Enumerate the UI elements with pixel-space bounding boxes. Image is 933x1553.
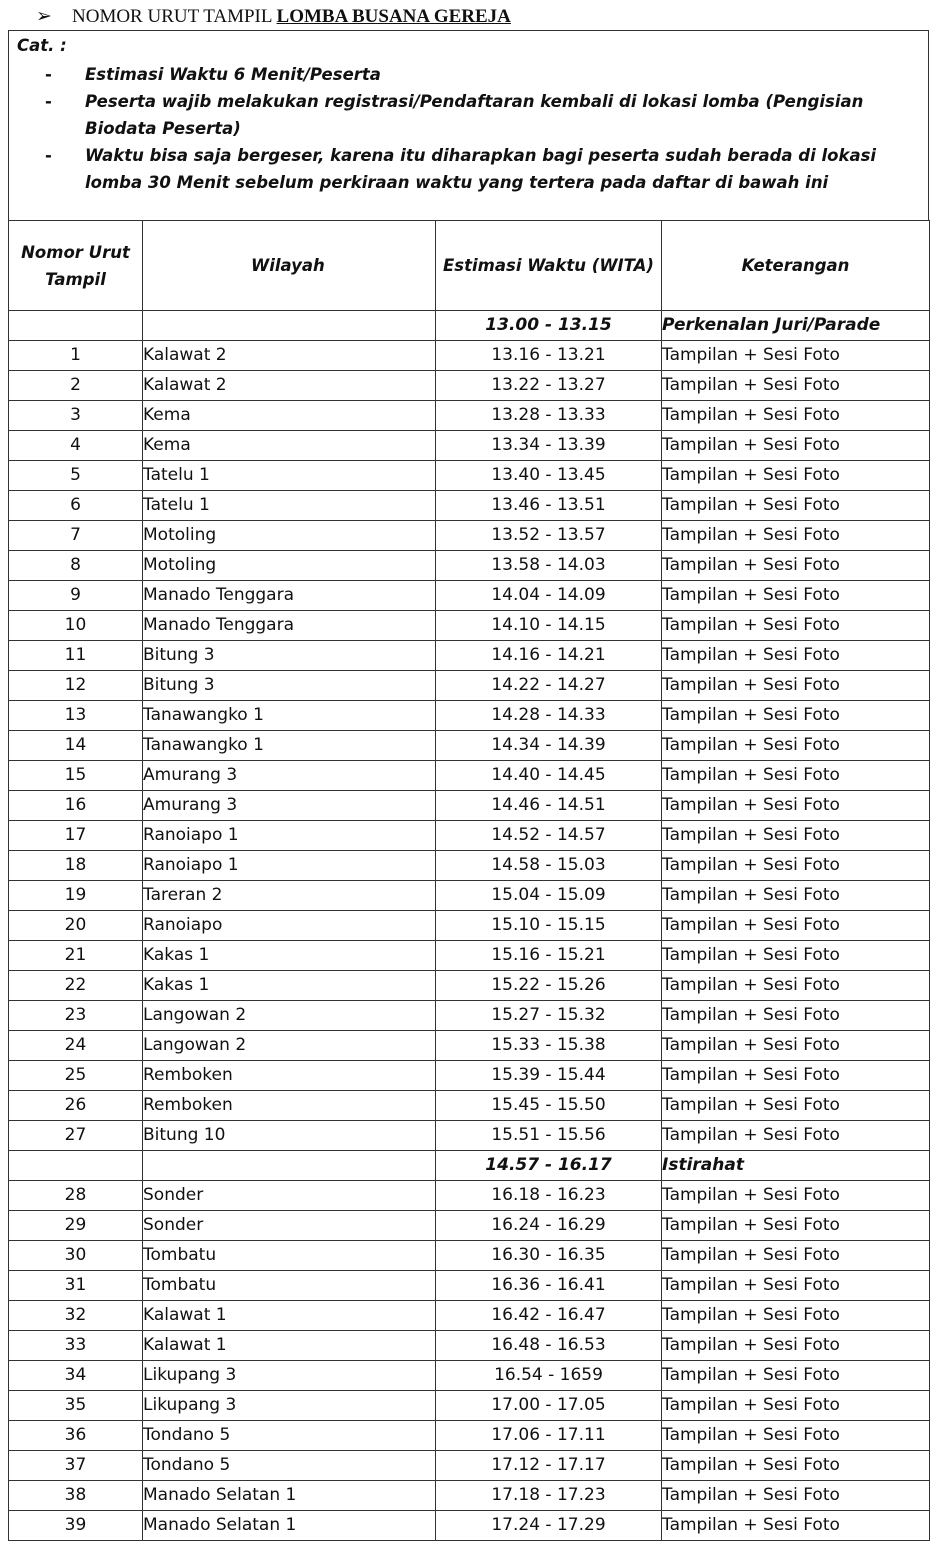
table-row xyxy=(9,821,930,851)
table-row xyxy=(9,461,930,491)
cell-keterangan: Tampilan + Sesi Foto xyxy=(662,581,930,611)
table-row xyxy=(9,551,930,581)
cell-wilayah: Bitung 3 xyxy=(143,671,436,701)
cell-nomor: 33 xyxy=(9,1331,143,1361)
cell-wilayah: Langowan 2 xyxy=(143,1031,436,1061)
cell-nomor: 18 xyxy=(9,851,143,881)
cell-wilayah: Tondano 5 xyxy=(143,1451,436,1481)
cell-wilayah: Kalawat 1 xyxy=(143,1301,436,1331)
cell-wilayah: Tanawangko 1 xyxy=(143,731,436,761)
note-text: Peserta wajib melakukan registrasi/Pendaftaran kembali di lokasi lomba (Pengisian Biodata Peserta) xyxy=(85,92,864,138)
cell-wilayah: Tanawangko 1 xyxy=(143,701,436,731)
schedule-table xyxy=(8,220,930,1541)
cell-waktu: 16.36 - 16.41 xyxy=(436,1271,662,1301)
cell-waktu: 15.39 - 15.44 xyxy=(436,1061,662,1091)
table-row xyxy=(9,1001,930,1031)
cell-wilayah: Kema xyxy=(143,401,436,431)
table-row xyxy=(9,371,930,401)
cell-waktu: 13.00 - 13.15 xyxy=(436,311,662,341)
cell-wilayah: Kalawat 2 xyxy=(143,371,436,401)
cell-nomor: 30 xyxy=(9,1241,143,1271)
cell-keterangan: Tampilan + Sesi Foto xyxy=(662,1181,930,1211)
dash-bullet: - xyxy=(45,146,52,165)
cell-nomor: 14 xyxy=(9,731,143,761)
cell-wilayah xyxy=(143,311,436,341)
cell-keterangan: Tampilan + Sesi Foto xyxy=(662,551,930,581)
cell-keterangan: Tampilan + Sesi Foto xyxy=(662,881,930,911)
table-row xyxy=(9,431,930,461)
cell-nomor: 31 xyxy=(9,1271,143,1301)
cell-keterangan: Tampilan + Sesi Foto xyxy=(662,851,930,881)
cell-waktu: 15.10 - 15.15 xyxy=(436,911,662,941)
table-row xyxy=(9,971,930,1001)
cell-nomor: 21 xyxy=(9,941,143,971)
cell-waktu: 15.33 - 15.38 xyxy=(436,1031,662,1061)
cell-waktu: 16.42 - 16.47 xyxy=(436,1301,662,1331)
table-row xyxy=(9,911,930,941)
table-row xyxy=(9,1241,930,1271)
cell-wilayah: Tareran 2 xyxy=(143,881,436,911)
table-row xyxy=(9,671,930,701)
cell-wilayah: Tatelu 1 xyxy=(143,461,436,491)
cell-nomor: 10 xyxy=(9,611,143,641)
cell-waktu: 13.52 - 13.57 xyxy=(436,521,662,551)
cell-waktu: 15.16 - 15.21 xyxy=(436,941,662,971)
cell-wilayah: Sonder xyxy=(143,1211,436,1241)
cell-keterangan: Tampilan + Sesi Foto xyxy=(662,431,930,461)
cell-nomor: 2 xyxy=(9,371,143,401)
cell-wilayah: Manado Tenggara xyxy=(143,581,436,611)
cell-waktu: 14.04 - 14.09 xyxy=(436,581,662,611)
cell-keterangan: Perkenalan Juri/Parade xyxy=(662,311,930,341)
table-row xyxy=(9,1451,930,1481)
cell-keterangan: Tampilan + Sesi Foto xyxy=(662,941,930,971)
cell-nomor: 3 xyxy=(9,401,143,431)
cell-waktu: 15.27 - 15.32 xyxy=(436,1001,662,1031)
table-row xyxy=(9,1121,930,1151)
dash-bullet: - xyxy=(45,92,52,111)
cell-keterangan: Tampilan + Sesi Foto xyxy=(662,521,930,551)
cell-nomor: 35 xyxy=(9,1391,143,1421)
cell-keterangan: Tampilan + Sesi Foto xyxy=(662,461,930,491)
cell-keterangan: Tampilan + Sesi Foto xyxy=(662,611,930,641)
cell-waktu: 14.16 - 14.21 xyxy=(436,641,662,671)
cell-keterangan: Tampilan + Sesi Foto xyxy=(662,341,930,371)
cell-wilayah: Ranoiapo xyxy=(143,911,436,941)
cell-keterangan: Tampilan + Sesi Foto xyxy=(662,1421,930,1451)
cell-waktu: 16.48 - 16.53 xyxy=(436,1331,662,1361)
cell-wilayah: Kakas 1 xyxy=(143,941,436,971)
cell-nomor: 13 xyxy=(9,701,143,731)
cell-keterangan: Tampilan + Sesi Foto xyxy=(662,401,930,431)
cell-nomor: 12 xyxy=(9,671,143,701)
table-row xyxy=(9,341,930,371)
table-row xyxy=(9,491,930,521)
cell-keterangan: Tampilan + Sesi Foto xyxy=(662,491,930,521)
cell-keterangan: Tampilan + Sesi Foto xyxy=(662,641,930,671)
cell-keterangan: Tampilan + Sesi Foto xyxy=(662,821,930,851)
cell-nomor: 26 xyxy=(9,1091,143,1121)
cell-wilayah: Manado Selatan 1 xyxy=(143,1481,436,1511)
cell-nomor: 20 xyxy=(9,911,143,941)
cell-waktu: 14.28 - 14.33 xyxy=(436,701,662,731)
note-text: Waktu bisa saja bergeser, karena itu diharapkan bagi peserta sudah berada di lokasi lomba 30 Menit sebelum perkiraan waktu yang tertera pada daftar di bawah ini xyxy=(85,146,877,192)
cell-nomor: 28 xyxy=(9,1181,143,1211)
cell-nomor: 5 xyxy=(9,461,143,491)
table-row xyxy=(9,1481,930,1511)
cell-waktu: 16.54 - 1659 xyxy=(436,1361,662,1391)
cell-wilayah: Amurang 3 xyxy=(143,791,436,821)
table-row xyxy=(9,1031,930,1061)
cell-nomor: 6 xyxy=(9,491,143,521)
cell-wilayah: Tondano 5 xyxy=(143,1421,436,1451)
cell-waktu: 13.16 - 13.21 xyxy=(436,341,662,371)
title-prefix: NOMOR URUT TAMPIL xyxy=(72,6,277,27)
page-title xyxy=(36,4,511,30)
table-body xyxy=(9,311,930,1541)
cell-keterangan: Tampilan + Sesi Foto xyxy=(662,1391,930,1421)
table-row xyxy=(9,731,930,761)
table-row xyxy=(9,881,930,911)
cell-waktu: 14.22 - 14.27 xyxy=(436,671,662,701)
cell-wilayah: Tombatu xyxy=(143,1271,436,1301)
table-row xyxy=(9,1061,930,1091)
cell-wilayah: Kema xyxy=(143,431,436,461)
dash-bullet: - xyxy=(45,65,52,84)
cell-waktu: 15.45 - 15.50 xyxy=(436,1091,662,1121)
table-row xyxy=(9,1211,930,1241)
cell-wilayah xyxy=(143,1151,436,1181)
cell-keterangan: Tampilan + Sesi Foto xyxy=(662,1271,930,1301)
cell-keterangan: Tampilan + Sesi Foto xyxy=(662,791,930,821)
cell-wilayah: Sonder xyxy=(143,1181,436,1211)
cell-waktu: 13.40 - 13.45 xyxy=(436,461,662,491)
table-row xyxy=(9,1181,930,1211)
cell-waktu: 16.24 - 16.29 xyxy=(436,1211,662,1241)
table-row xyxy=(9,1151,930,1181)
cell-nomor: 16 xyxy=(9,791,143,821)
header-estimasi-waktu: Estimasi Waktu (WITA) xyxy=(436,221,662,311)
cell-waktu: 14.52 - 14.57 xyxy=(436,821,662,851)
notes-box xyxy=(8,30,929,220)
cell-keterangan: Tampilan + Sesi Foto xyxy=(662,731,930,761)
cell-waktu: 17.06 - 17.11 xyxy=(436,1421,662,1451)
table-row xyxy=(9,1421,930,1451)
cell-wilayah: Langowan 2 xyxy=(143,1001,436,1031)
cell-wilayah: Motoling xyxy=(143,521,436,551)
table-row xyxy=(9,791,930,821)
cell-wilayah: Ranoiapo 1 xyxy=(143,821,436,851)
cell-keterangan: Tampilan + Sesi Foto xyxy=(662,1511,930,1541)
cell-nomor xyxy=(9,311,143,341)
cell-nomor: 23 xyxy=(9,1001,143,1031)
cell-keterangan: Tampilan + Sesi Foto xyxy=(662,701,930,731)
cell-keterangan: Tampilan + Sesi Foto xyxy=(662,1361,930,1391)
table-row xyxy=(9,641,930,671)
cell-keterangan: Tampilan + Sesi Foto xyxy=(662,1121,930,1151)
cell-keterangan: Istirahat xyxy=(662,1151,930,1181)
cell-waktu: 17.00 - 17.05 xyxy=(436,1391,662,1421)
note-item xyxy=(9,61,928,88)
table-row xyxy=(9,701,930,731)
cell-wilayah: Kakas 1 xyxy=(143,971,436,1001)
cell-wilayah: Tatelu 1 xyxy=(143,491,436,521)
cell-wilayah: Kalawat 2 xyxy=(143,341,436,371)
cell-waktu: 14.40 - 14.45 xyxy=(436,761,662,791)
cell-waktu: 14.10 - 14.15 xyxy=(436,611,662,641)
cell-nomor: 25 xyxy=(9,1061,143,1091)
cell-nomor: 39 xyxy=(9,1511,143,1541)
cell-nomor: 19 xyxy=(9,881,143,911)
header-keterangan: Keterangan xyxy=(662,221,930,311)
note-item xyxy=(9,142,928,196)
cell-wilayah: Tombatu xyxy=(143,1241,436,1271)
cell-keterangan: Tampilan + Sesi Foto xyxy=(662,1091,930,1121)
cell-waktu: 13.58 - 14.03 xyxy=(436,551,662,581)
cell-keterangan: Tampilan + Sesi Foto xyxy=(662,1301,930,1331)
table-row xyxy=(9,1301,930,1331)
cell-waktu: 13.34 - 13.39 xyxy=(436,431,662,461)
cell-wilayah: Kalawat 1 xyxy=(143,1331,436,1361)
cell-wilayah: Likupang 3 xyxy=(143,1391,436,1421)
cell-keterangan: Tampilan + Sesi Foto xyxy=(662,1451,930,1481)
table-row xyxy=(9,1511,930,1541)
cell-waktu: 14.34 - 14.39 xyxy=(436,731,662,761)
cell-nomor: 38 xyxy=(9,1481,143,1511)
cell-keterangan: Tampilan + Sesi Foto xyxy=(662,1481,930,1511)
arrow-bullet-icon: ➢ xyxy=(36,6,52,27)
cell-nomor: 34 xyxy=(9,1361,143,1391)
cell-nomor: 1 xyxy=(9,341,143,371)
cell-keterangan: Tampilan + Sesi Foto xyxy=(662,371,930,401)
table-row xyxy=(9,1331,930,1361)
cell-waktu: 14.58 - 15.03 xyxy=(436,851,662,881)
cell-wilayah: Manado Tenggara xyxy=(143,611,436,641)
cell-nomor: 7 xyxy=(9,521,143,551)
cell-nomor: 9 xyxy=(9,581,143,611)
cell-waktu: 17.18 - 17.23 xyxy=(436,1481,662,1511)
cell-wilayah: Amurang 3 xyxy=(143,761,436,791)
table-row xyxy=(9,521,930,551)
table-row xyxy=(9,1361,930,1391)
cell-nomor: 22 xyxy=(9,971,143,1001)
cell-wilayah: Manado Selatan 1 xyxy=(143,1511,436,1541)
cell-nomor: 32 xyxy=(9,1301,143,1331)
cell-waktu: 13.46 - 13.51 xyxy=(436,491,662,521)
table-row xyxy=(9,1391,930,1421)
cell-nomor: 24 xyxy=(9,1031,143,1061)
cell-wilayah: Ranoiapo 1 xyxy=(143,851,436,881)
header-wilayah: Wilayah xyxy=(143,221,436,311)
cell-keterangan: Tampilan + Sesi Foto xyxy=(662,1031,930,1061)
cell-waktu: 15.04 - 15.09 xyxy=(436,881,662,911)
table-row xyxy=(9,401,930,431)
table-header-row xyxy=(9,221,930,311)
cell-nomor: 4 xyxy=(9,431,143,461)
cell-waktu: 13.28 - 13.33 xyxy=(436,401,662,431)
cell-waktu: 16.18 - 16.23 xyxy=(436,1181,662,1211)
cell-nomor: 11 xyxy=(9,641,143,671)
notes-list xyxy=(9,61,928,196)
cell-nomor: 27 xyxy=(9,1121,143,1151)
cell-wilayah: Likupang 3 xyxy=(143,1361,436,1391)
note-text: Estimasi Waktu 6 Menit/Peserta xyxy=(85,65,381,84)
cell-nomor: 8 xyxy=(9,551,143,581)
cell-nomor: 29 xyxy=(9,1211,143,1241)
table-row xyxy=(9,941,930,971)
cell-nomor xyxy=(9,1151,143,1181)
cell-nomor: 36 xyxy=(9,1421,143,1451)
header-nomor-urut: Nomor Urut Tampil xyxy=(9,221,143,311)
cell-waktu: 17.24 - 17.29 xyxy=(436,1511,662,1541)
cell-waktu: 14.57 - 16.17 xyxy=(436,1151,662,1181)
table-row xyxy=(9,1091,930,1121)
cell-wilayah: Bitung 10 xyxy=(143,1121,436,1151)
cell-keterangan: Tampilan + Sesi Foto xyxy=(662,1241,930,1271)
cell-keterangan: Tampilan + Sesi Foto xyxy=(662,1001,930,1031)
table-row xyxy=(9,611,930,641)
table-row xyxy=(9,311,930,341)
table-row xyxy=(9,761,930,791)
table-row xyxy=(9,851,930,881)
cell-wilayah: Remboken xyxy=(143,1091,436,1121)
cell-waktu: 16.30 - 16.35 xyxy=(436,1241,662,1271)
cell-waktu: 15.51 - 15.56 xyxy=(436,1121,662,1151)
cell-wilayah: Bitung 3 xyxy=(143,641,436,671)
cell-keterangan: Tampilan + Sesi Foto xyxy=(662,971,930,1001)
cell-keterangan: Tampilan + Sesi Foto xyxy=(662,671,930,701)
cell-wilayah: Motoling xyxy=(143,551,436,581)
cell-wilayah: Remboken xyxy=(143,1061,436,1091)
cell-nomor: 37 xyxy=(9,1451,143,1481)
cell-keterangan: Tampilan + Sesi Foto xyxy=(662,1331,930,1361)
cell-waktu: 17.12 - 17.17 xyxy=(436,1451,662,1481)
cell-nomor: 15 xyxy=(9,761,143,791)
cell-keterangan: Tampilan + Sesi Foto xyxy=(662,1211,930,1241)
cell-keterangan: Tampilan + Sesi Foto xyxy=(662,911,930,941)
cell-waktu: 15.22 - 15.26 xyxy=(436,971,662,1001)
notes-label: Cat. : xyxy=(17,36,67,55)
table-row xyxy=(9,581,930,611)
note-item xyxy=(9,88,928,142)
table-row xyxy=(9,1271,930,1301)
cell-keterangan: Tampilan + Sesi Foto xyxy=(662,1061,930,1091)
title-emphasis: LOMBA BUSANA GEREJA xyxy=(276,6,511,27)
cell-waktu: 13.22 - 13.27 xyxy=(436,371,662,401)
cell-keterangan: Tampilan + Sesi Foto xyxy=(662,761,930,791)
cell-waktu: 14.46 - 14.51 xyxy=(436,791,662,821)
cell-nomor: 17 xyxy=(9,821,143,851)
